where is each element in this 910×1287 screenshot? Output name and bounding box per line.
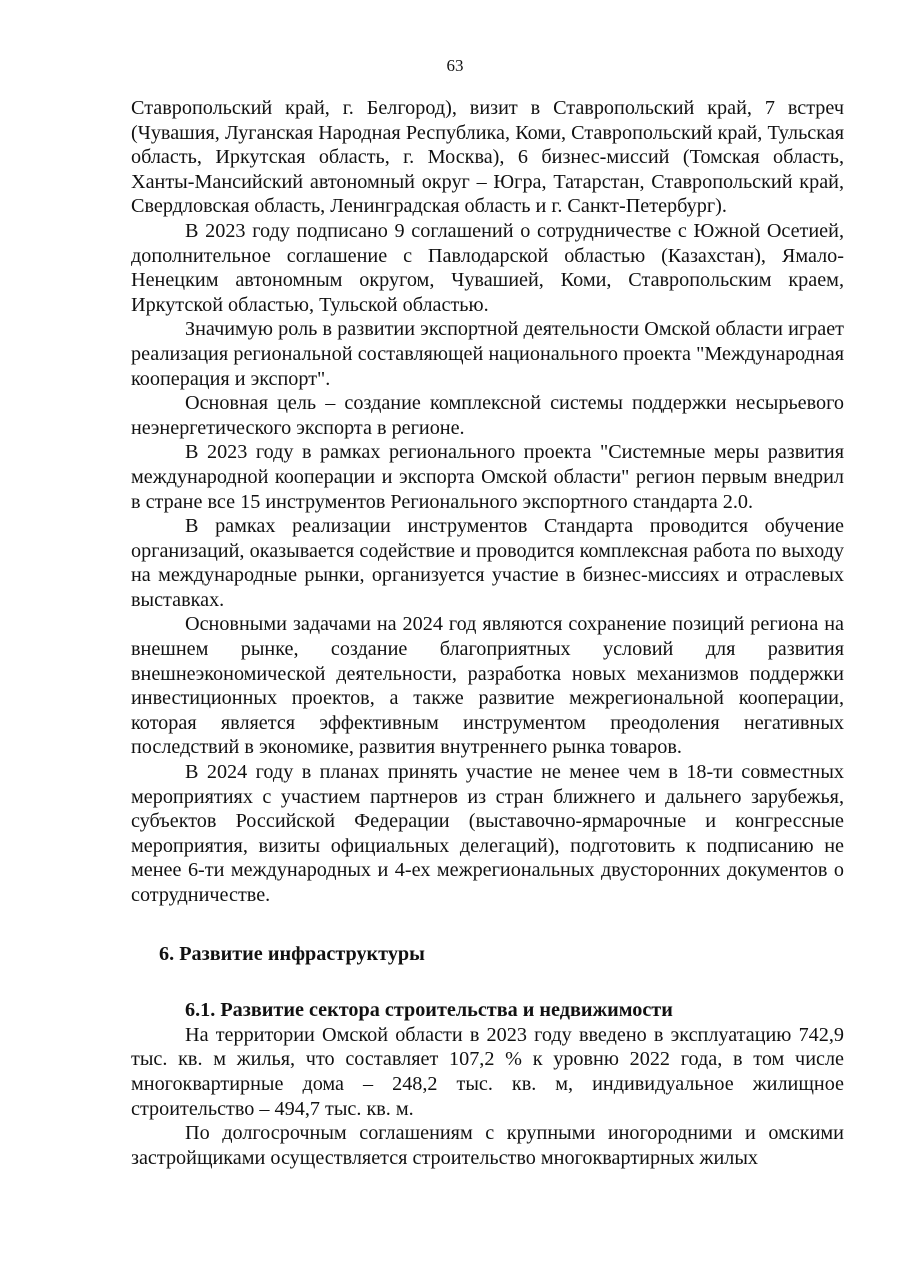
subsection-heading: 6.1. Развитие сектора строительства и недвижимости bbox=[185, 999, 673, 1022]
paragraph-long-term-agreements: По долгосрочным соглашениям с крупными иногородними и омскими застройщиками осуществляется строительство многоквартирных жилых bbox=[131, 1122, 844, 1169]
paragraph-tasks-2024: Основными задачами на 2024 год являются сохранение позиций региона на внешнем рынке, создание благоприятных условий для развития внешнеэкономической деятельности, разработка новых механизмов поддержки инвестиционных проектов, а также развитие межрегиональной кооперации, которая является эффективным инструментом преодоления негативных последствий в экономике, развития внутреннего рынка товаров. bbox=[131, 613, 844, 759]
page-body bbox=[131, 96, 844, 1170]
paragraph-export-role: Значимую роль в развитии экспортной деятельности Омской области играет реализация региональной составляющей национального проекта "Международная кооперация и экспорт". bbox=[131, 318, 844, 390]
paragraph-standard-tools: В рамках реализации инструментов Стандарта проводится обучение организаций, оказывается содействие и проводится комплексная работа по выходу на международные рынки, организуется участие в бизнес-миссиях и отраслевых выставках. bbox=[131, 515, 844, 611]
paragraph-plans-2024: В 2024 году в планах принять участие не менее чем в 18-ти совместных мероприятиях с участием партнеров из стран ближнего и дальнего зарубежья, субъектов Российской Федерации (выставочно-ярмарочные и конгрессные мероприятия, визиты официальных делегаций), подготовить к подписанию не менее 6-ти международных и 4-ех межрегиональных двусторонних документов о сотрудничестве. bbox=[131, 761, 844, 906]
paragraph-continuation: Ставропольский край, г. Белгород), визит в Ставропольский край, 7 встреч (Чувашия, Луганская Народная Республика, Коми, Ставропольский край, Тульская область, Иркутская область, г. Москва), 6 бизнес-миссий (Томская область, Ханты-Мансийский автономный округ – Югра, Татарстан, Ставропольский край, Свердловская область, Ленинградская область и г. Санкт-Петербург). bbox=[131, 97, 844, 218]
section-spacer bbox=[131, 908, 844, 942]
paragraph-housing-commissioned: На территории Омской области в 2023 году введено в эксплуатацию 742,9 тыс. кв. м жилья, что составляет 107,2 % к уровню 2022 года, в том числе многоквартирные дома – 248,2 тыс. кв. м, индивидуальное жилищное строительство – 494,7 тыс. кв. м. bbox=[131, 1023, 844, 1120]
paragraph-regional-project: В 2023 году в рамках регионального проекта "Системные меры развития международной кооперации и экспорта Омской области" регион первым внедрил в стране все 15 инструментов Регионального экспортного стандарта 2.0. bbox=[131, 441, 844, 513]
paragraph-main-goal: Основная цель – создание комплексной системы поддержки несырьевого неэнергетического экспорта в регионе. bbox=[131, 392, 844, 439]
page-number: 63 bbox=[446, 56, 464, 75]
subsection-spacer bbox=[131, 966, 844, 998]
section-heading: 6. Развитие инфраструктуры bbox=[159, 942, 425, 965]
paragraph-agreements-2023: В 2023 году подписано 9 соглашений о сотрудничестве с Южной Осетией, дополнительное соглашение с Павлодарской областью (Казахстан), Ямало-Ненецким автономным округом, Чувашией, Коми, Ставропольским краем, Иркутской областью, Тульской областью. bbox=[131, 219, 844, 316]
